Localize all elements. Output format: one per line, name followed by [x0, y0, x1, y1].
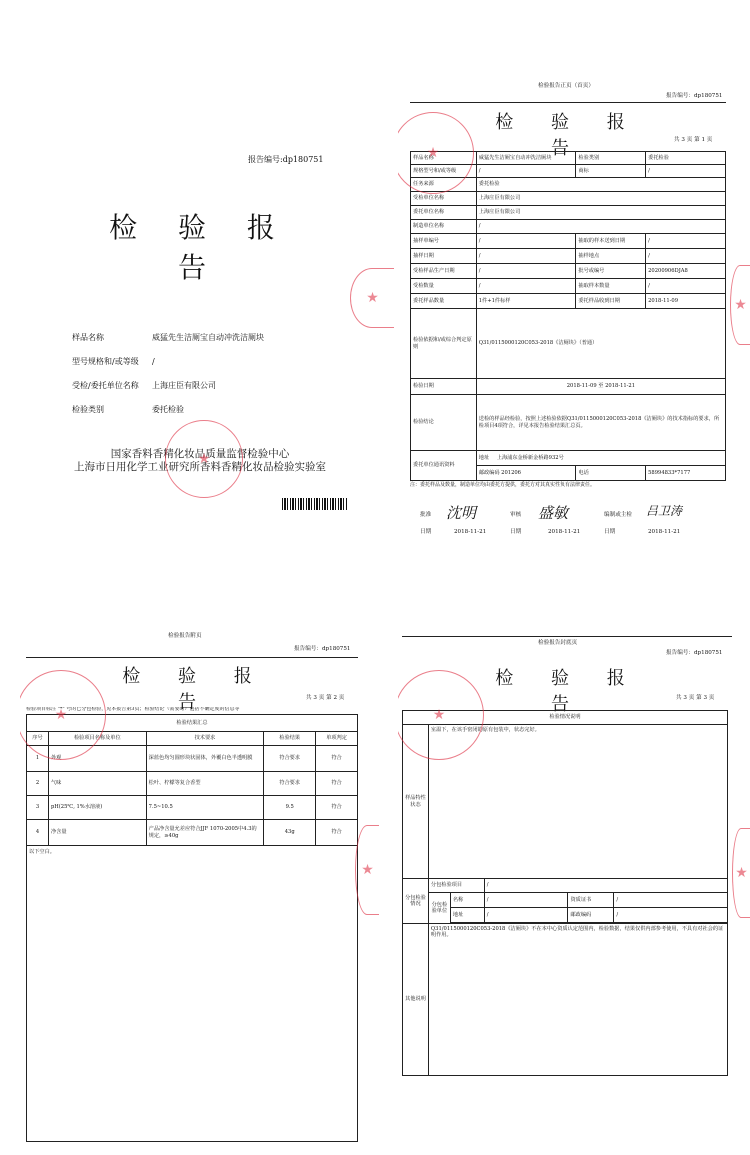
approve-date-label: 日期 — [420, 529, 432, 535]
approve-label: 批准 — [420, 512, 432, 518]
table-row: 2 气味 松叶、柠檬等复合香型 符合要求 符合 — [27, 772, 358, 796]
front-row: 委托样品数量 1件+1件标样 委托样品收到日期 2018-11-09 — [411, 294, 726, 309]
front-row: 抽样单编号 / 抽取的样本送到日期 / — [411, 234, 726, 249]
front-note: 注：委托样品及数量，制造单位均由委托方提供，委托方对其真实性负有法律责任。 — [410, 482, 596, 488]
front-report-number: 报告编号：dp180751 — [666, 93, 723, 99]
cover-fields — [72, 326, 264, 422]
summary-seam-stamp — [355, 825, 379, 915]
front-postcode-row: 邮政编码 201206 电话 58994833*7177 — [411, 466, 726, 481]
front-date-row: 检验日期 2018-11-09 至 2018-11-21 — [411, 379, 726, 395]
summary-stamp — [20, 670, 106, 760]
back-sub-project-row: 分包检验情况 分包检验项目 / — [403, 879, 728, 893]
cover-field-sample: 样品名称 威猛先生洁厕宝自动冲洗洁厕块 — [72, 333, 264, 342]
summary-title: 检 验 报 告 — [122, 666, 268, 713]
author-label: 编制或主检 — [604, 512, 632, 518]
back-table-title: 检验情况说明 — [403, 711, 728, 725]
cover-organization: 国家香料香精化妆品质量监督检验中心 上海市日用化学工业研究所香料香精化妆品检验实验室 — [74, 448, 326, 473]
review-date: 2018-11-21 — [548, 529, 581, 535]
author-date-label: 日期 — [604, 529, 616, 535]
back-sample-row: 样品特性状态 室温下，在该手密闭的原有包装中，状态完好。 — [403, 725, 728, 879]
cover-page — [20, 58, 375, 573]
summary-report-number: 报告编号：dp180751 — [294, 646, 351, 652]
review-date-label: 日期 — [510, 529, 522, 535]
summary-table-header: 序号 检验项目名称及单位 技术要求 检验结果 单项判定 — [27, 732, 358, 746]
author-date: 2018-11-21 — [648, 529, 681, 535]
front-row: 样品名称 威猛先生洁厕宝自动冲洗洁厕块 检验类别 委托检验 — [411, 152, 726, 165]
front-title: 检 验 报 告 — [495, 112, 641, 159]
front-header-rule — [410, 102, 726, 103]
back-header: 检验报告封底页 — [538, 640, 578, 646]
back-page — [398, 630, 738, 1145]
back-sub-name-row: 分包检验单位 名称 / 资质证书 / — [403, 893, 728, 908]
summary-header: 检验报告附页 — [168, 633, 202, 639]
front-row: 委托单位名称 上海庄臣有限公司 — [411, 206, 726, 220]
back-table — [402, 710, 728, 1076]
back-seam-stamp — [732, 828, 750, 918]
front-row: 制造单位名称 / — [411, 220, 726, 234]
summary-header-rule — [26, 657, 358, 658]
front-conclusion-row: 检验结论 送检的样品经检验，按照上述检验依据Q31/0115000120C053-2018《洁厕块》的技术指标的要求，所检项目4项符合，详见本报告检验结果汇总页。 — [411, 395, 726, 451]
front-page — [398, 60, 738, 580]
approve-date: 2018-11-21 — [454, 529, 487, 535]
front-seam-stamp — [730, 265, 750, 345]
back-other-row: 其他说明 Q31/0115000120C053-2018《洁厕块》不在本中心资质认定范围内，检验数据，结果仅供内部参考使用，不具有对社会的证明作用。 — [403, 924, 728, 1076]
front-row: 受检单位名称 上海庄臣有限公司 — [411, 192, 726, 206]
cover-seam-stamp — [350, 268, 394, 328]
front-row: 抽样日期 / 抽样地点 / — [411, 249, 726, 264]
summary-blank-area: 以下空白。 — [27, 846, 358, 1142]
front-row: 受检样品生产日期 / 批号或编号 20200906DJA8 — [411, 264, 726, 279]
table-row: 1 外观 深蓝色均匀圆形块状固体，外覆白色半透明膜 符合要求 符合 — [27, 746, 358, 772]
summary-table — [26, 714, 358, 1142]
summary-note-line: 检验项目标注 "*" 号的已分包检验，见本报告第3页；检验结论（需要时）包括不确定度的信息等 — [26, 707, 240, 712]
summary-table-title: 检验结果汇总 — [27, 715, 358, 732]
table-row: 4 净含量 产品净含量允差应符合JJF 1070-2005中4.3的规定，≥40g 43g 符合 — [27, 820, 358, 846]
summary-page-info: 共 3 页 第 2 页 — [306, 695, 345, 701]
back-top-rule — [402, 636, 732, 637]
back-title: 检 验 报 告 — [495, 668, 641, 715]
cover-title: 检 验 报 告 — [109, 211, 291, 284]
summary-page — [20, 630, 365, 1145]
back-page-info: 共 3 页 第 3 页 — [676, 695, 715, 701]
author-signature: 吕卫涛 — [646, 504, 683, 518]
approve-signature: 沈明 — [446, 504, 477, 522]
front-basis-row: 检验依据和/或综合判定原则 Q31/0115000120C053-2018《洁厕块》（普通） — [411, 309, 726, 379]
front-row: 规格型号和/或等级 / 商标 / — [411, 165, 726, 178]
back-sub-addr-row: 地址 / 邮政编码 / — [403, 908, 728, 923]
front-header: 检验报告正页（首页） — [538, 83, 594, 89]
front-page-info: 共 3 页 第 1 页 — [674, 137, 713, 143]
review-signature: 盛敏 — [538, 504, 569, 522]
review-label: 审核 — [510, 512, 522, 518]
back-report-number: 报告编号：dp180751 — [666, 650, 723, 656]
barcode-icon — [282, 498, 348, 510]
cover-field-category: 检验类别 委托检验 — [72, 405, 184, 414]
cover-field-unit: 受检/委托单位名称 上海庄臣有限公司 — [72, 381, 216, 390]
cover-field-model: 型号规格和/或等级 / — [72, 357, 155, 366]
cover-report-number: 报告编号:dp180751 — [248, 155, 324, 164]
cover-stamp — [165, 420, 243, 498]
table-row: 3 pH(25℃, 1%水溶液) 7.5~10.5 9.5 符合 — [27, 796, 358, 820]
front-table — [410, 151, 726, 491]
front-address-row: 委托单位通讯资料 地址 上海浦东金桥新金桥路932号 — [411, 451, 726, 466]
front-row: 受检数量 / 抽取样本数量 / — [411, 279, 726, 294]
back-stamp — [398, 670, 484, 760]
front-row: 任务来源 委托检验 — [411, 178, 726, 192]
